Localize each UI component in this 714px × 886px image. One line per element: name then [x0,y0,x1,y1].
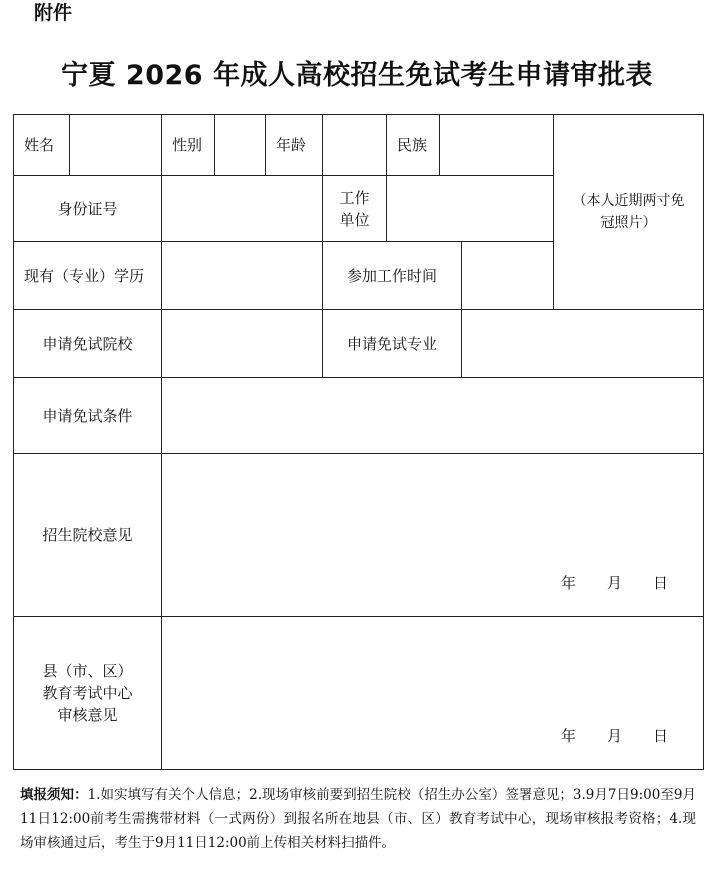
county-opinion-field[interactable] [162,617,704,770]
name-field[interactable] [70,115,162,176]
apply-major-field[interactable] [462,310,704,378]
apply-school-field[interactable] [162,310,323,378]
county-opinion-label-line1: 县（市、区） [42,662,133,680]
education-field[interactable] [162,242,323,310]
date-month: 月 [606,727,623,745]
filling-instructions [20,783,696,855]
education-label: 现有（专业）学历 [14,242,162,310]
date-year: 年 [560,574,577,592]
date-day: 日 [652,574,669,592]
school-opinion-date [561,572,669,594]
county-opinion-label-line2: 教育考试中心 [42,684,133,702]
work-start-field[interactable] [462,242,554,310]
photo-note: （本人近期两寸免冠照片） [572,193,685,231]
apply-condition-label: 申请免试条件 [14,378,162,454]
age-label: 年龄 [266,115,323,176]
work-unit-field[interactable] [387,176,554,242]
apply-school-label: 申请免试院校 [14,310,162,378]
instructions-heading: 填报须知： [20,787,88,803]
date-month: 月 [606,574,623,592]
ethnicity-label: 民族 [387,115,440,176]
application-form-table [13,114,704,770]
apply-condition-field[interactable] [162,378,704,454]
photo-box [554,115,704,310]
gender-field[interactable] [215,115,266,176]
document-title: 宁夏 2026 年成人高校招生免试考生申请审批表 [61,60,653,91]
age-field[interactable] [323,115,387,176]
school-opinion-label: 招生院校意见 [14,454,162,617]
apply-major-label: 申请免试专业 [323,310,462,378]
id-number-label: 身份证号 [14,176,162,242]
instructions-body: 1.如实填写有关个人信息；2.现场审核前要到招生院校（招生办公室）签署意见；3.9月7日9:00至9月11日12:00前考生需携带材料（一式两份）到报名所在地县（市、区）教育考试中心，现场审核报考资格；4.现场审核通过后，考生于9月11日12:00前上传相关材料扫描件。 [20,787,696,851]
name-label: 姓名 [14,115,70,176]
county-opinion-label-line3: 审核意见 [57,706,118,724]
ethnicity-field[interactable] [440,115,554,176]
work-unit-label-text: 工作单位 [339,188,370,229]
work-unit-label [323,176,387,242]
school-opinion-field[interactable] [162,454,704,617]
county-opinion-date [561,725,669,747]
date-day: 日 [652,727,669,745]
attachment-label: 附件 [34,2,73,24]
id-number-field[interactable] [162,176,323,242]
work-start-label: 参加工作时间 [323,242,462,310]
county-opinion-label [14,617,162,770]
gender-label: 性别 [162,115,215,176]
date-year: 年 [560,727,577,745]
